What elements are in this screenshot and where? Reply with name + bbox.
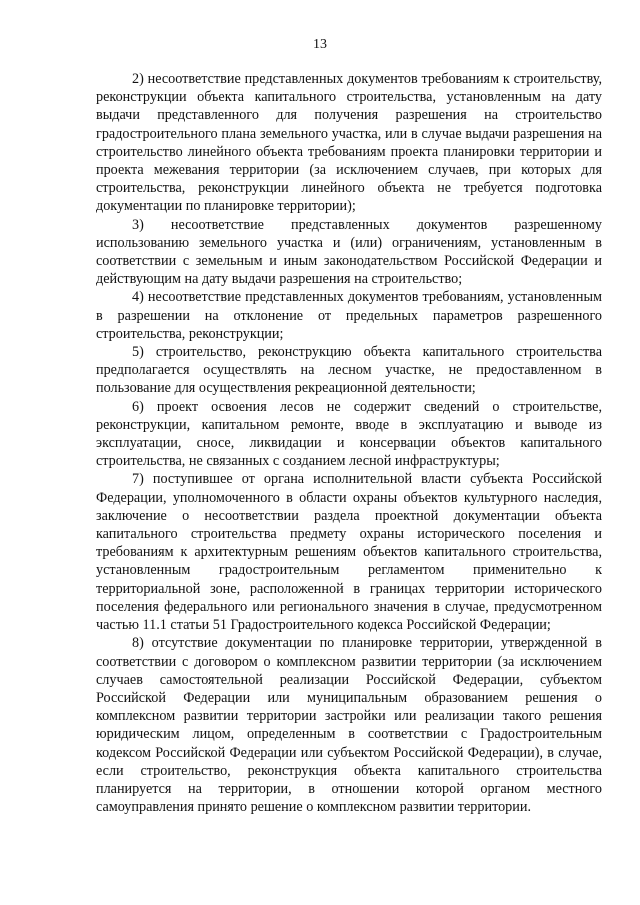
list-item-7: 7) поступившее от органа исполнительной власти субъекта Российской Федерации, уполномоченного в области охраны объектов культурного наследия, заключение о несоответствии раздела проектной документации объекта капитального строительства предмету охраны исторического поселения и требованиям к архитектурным решениям объектов капитального строительства, установленным градостроительным регламентом применительно к территориальной зоне, расположенной в границах территории исторического поселения федерального или регионального значения в случае, предусмотренном частью 11.1 статьи 51 Градостроительного кодекса Российской Федерации; — [96, 471, 602, 634]
list-item-6: 6) проект освоения лесов не содержит сведений о строительстве, реконструкции, капитальном ремонте, вводе в эксплуатацию и выводе из эксплуатации, сносе, ликвидации и консервации объектов капитального строительства, не связанных с созданием лесной инфраструктуры; — [96, 398, 602, 470]
list-item-4: 4) несоответствие представленных документов требованиям, установленным в разрешении на отклонение от предельных параметров разрешенного строительства, реконструкции; — [96, 289, 602, 342]
list-item-5: 5) строительство, реконструкцию объекта капитального строительства предполагается осуществлять на лесном участке, не предоставленном в пользование для осуществления рекреационной деятельности; — [96, 344, 602, 397]
list-item-3: 3) несоответствие представленных документов разрешенному использованию земельного участка и (или) ограничениям, установленным в соответствии с земельным и иным законодательством Российской Федерации и действующим на дату выдачи разрешения на строительство; — [96, 216, 602, 288]
page-number: 13 — [313, 37, 327, 52]
list-item-2: 2) несоответствие представленных документов требованиям к строительству, реконструкции объекта капитального строительства, установленным на дату выдачи представленного для получения разрешения на строительство градостроительного плана земельного участка, или в случае выдачи разрешения на строительство линейного объекта требованиям проекта планировки территории и проекта межевания территории (за исключением случаев, при которых для строительства, реконструкции линейного объекта не требуется подготовка документации по планировке территории); — [96, 71, 602, 215]
list-item-8: 8) отсутствие документации по планировке территории, утвержденной в соответствии с договором о комплексном развитии территории (за исключением случаев самостоятельной реализации Российской Федерации, субъектом Российской Федерации или муниципальным образованием решения о комплексном развитии территории застройки или реализации такого решения юридическим лицом, определенным в соответствии с Градостроительным кодексом Российской Федерации или субъектом Российской Федерации), в случае, если строительство, реконструкция объекта капитального строительства планируется на территории, в отношении которой органом местного самоуправления принято решение о комплексном развитии территории. — [96, 635, 602, 816]
document-body — [96, 70, 602, 816]
